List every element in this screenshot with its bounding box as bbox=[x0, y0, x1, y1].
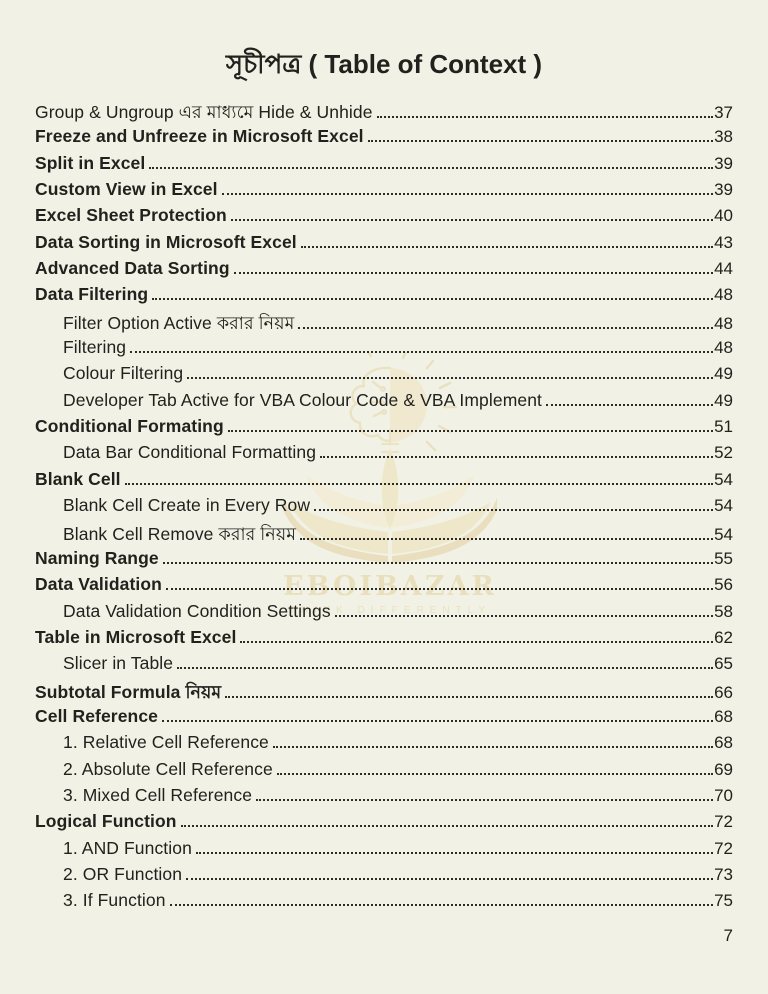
toc-entry-page: 39 bbox=[714, 153, 733, 173]
toc-entry-page: 51 bbox=[714, 417, 733, 437]
toc-entry-page: 69 bbox=[714, 759, 733, 779]
toc-entry bbox=[35, 442, 733, 468]
toc-entry-label: Data Sorting in Microsoft Excel bbox=[35, 231, 297, 252]
toc-entry bbox=[35, 232, 733, 258]
toc-entry-label: Blank Cell Create in Every Row bbox=[63, 495, 311, 516]
page-title: সূচীপত্র ( Table of Context ) bbox=[225, 49, 543, 79]
toc-entry bbox=[35, 653, 733, 679]
toc-entry-label: Custom View in Excel bbox=[35, 179, 218, 200]
toc-leader-dots bbox=[177, 667, 713, 669]
toc-entry-label: Colour Filtering bbox=[63, 363, 184, 384]
toc-entry-label: Developer Tab Active for VBA Colour Code & VBA Implement bbox=[63, 389, 542, 410]
toc-entry-label: Logical Function bbox=[35, 811, 177, 832]
toc-entry-page: 58 bbox=[714, 601, 733, 621]
toc-entry-page: 73 bbox=[714, 864, 733, 884]
toc-entry-page: 68 bbox=[714, 706, 733, 726]
toc-leader-dots bbox=[300, 538, 713, 540]
toc-leader-dots bbox=[546, 404, 713, 406]
toc-leader-dots bbox=[320, 456, 713, 458]
toc-entry-page: 43 bbox=[714, 232, 733, 252]
toc-leader-dots bbox=[225, 696, 713, 698]
toc-entry bbox=[35, 416, 733, 442]
toc-leader-dots bbox=[196, 852, 713, 854]
toc-leader-dots bbox=[240, 641, 713, 643]
toc-entry bbox=[35, 732, 733, 758]
toc-leader-dots bbox=[166, 588, 713, 590]
toc-leader-dots bbox=[273, 746, 713, 748]
watermark-brand: EBOIBAZAR bbox=[283, 571, 497, 602]
toc-leader-dots bbox=[125, 483, 713, 485]
toc-entry-label: 2. Absolute Cell Reference bbox=[63, 758, 273, 779]
toc-entry bbox=[35, 469, 733, 495]
toc-leader-dots bbox=[152, 298, 713, 300]
toc-entry-page: 52 bbox=[714, 443, 733, 463]
toc-leader-dots bbox=[335, 615, 713, 617]
toc-entry-page: 70 bbox=[714, 785, 733, 805]
toc-entry bbox=[35, 680, 733, 706]
toc-leader-dots bbox=[170, 904, 714, 906]
toc-entry bbox=[35, 311, 733, 337]
toc-entry bbox=[35, 153, 733, 179]
toc-entry-page: 44 bbox=[714, 259, 733, 279]
toc-entry bbox=[35, 811, 733, 837]
toc-entry-page: 72 bbox=[714, 838, 733, 858]
toc-leader-dots bbox=[186, 878, 713, 880]
toc-leader-dots bbox=[228, 430, 713, 432]
toc-leader-dots bbox=[277, 773, 713, 775]
toc-leader-dots bbox=[234, 272, 713, 274]
toc-entry-label: Data Filtering bbox=[35, 284, 149, 305]
toc-entry-label: 3. If Function bbox=[63, 890, 166, 911]
toc-leader-dots bbox=[163, 562, 713, 564]
toc-entry-label: Blank Cell bbox=[35, 468, 121, 489]
toc-entry-label: Excel Sheet Protection bbox=[35, 205, 227, 226]
toc-leader-dots bbox=[222, 193, 714, 195]
page-number: 7 bbox=[723, 926, 733, 945]
toc-entry bbox=[35, 890, 733, 916]
toc-entry-page: 49 bbox=[714, 364, 733, 384]
toc-entry-label: Filtering bbox=[63, 337, 127, 358]
toc-entry bbox=[35, 522, 733, 548]
toc-entry-label: Data Validation Condition Settings bbox=[63, 600, 331, 621]
toc-entry bbox=[35, 574, 733, 600]
toc-entry-page: 48 bbox=[714, 338, 733, 358]
toc-entry bbox=[35, 390, 733, 416]
toc-leader-dots bbox=[368, 140, 713, 142]
toc-entry-page: 65 bbox=[714, 654, 733, 674]
toc-entry bbox=[35, 838, 733, 864]
toc-entry bbox=[35, 627, 733, 653]
toc-list bbox=[35, 100, 733, 917]
watermark-tagline: THINK DIFFERENTLY bbox=[288, 605, 492, 616]
toc-entry-page: 37 bbox=[714, 103, 733, 122]
toc-entry-label: Filter Option Active করার নিয়ম bbox=[63, 312, 295, 333]
toc-entry bbox=[35, 495, 733, 521]
toc-entry-page: 39 bbox=[714, 180, 733, 200]
toc-entry-label: Data Validation bbox=[35, 574, 162, 595]
toc-entry-label: Slicer in Table bbox=[63, 653, 174, 674]
toc-entry bbox=[35, 363, 733, 389]
toc-entry bbox=[35, 785, 733, 811]
toc-entry-label: 3. Mixed Cell Reference bbox=[63, 784, 253, 805]
toc-entry-label: Advanced Data Sorting bbox=[35, 258, 230, 279]
toc-leader-dots bbox=[187, 377, 713, 379]
toc-entry-label: Freeze and Unfreeze in Microsoft Excel bbox=[35, 126, 364, 147]
toc-entry-label: Blank Cell Remove করার নিয়ম bbox=[63, 523, 297, 544]
toc-entry-label: Data Bar Conditional Formatting bbox=[63, 442, 317, 463]
toc-leader-dots bbox=[162, 720, 713, 722]
toc-entry-page: 40 bbox=[714, 206, 733, 226]
toc-entry-label: Naming Range bbox=[35, 547, 159, 568]
toc-leader-dots bbox=[181, 825, 713, 827]
toc-entry bbox=[35, 864, 733, 890]
toc-entry bbox=[35, 205, 733, 231]
toc-entry bbox=[35, 126, 733, 152]
toc-entry-page: 55 bbox=[714, 548, 733, 568]
toc-entry-page: 75 bbox=[714, 891, 733, 911]
toc-entry bbox=[35, 601, 733, 627]
toc-entry-label: Conditional Formating bbox=[35, 416, 224, 437]
toc-entry-page: 62 bbox=[714, 627, 733, 647]
toc-entry-label: Subtotal Formula নিয়ম bbox=[35, 681, 222, 702]
toc-entry bbox=[35, 706, 733, 732]
toc-entry-page: 54 bbox=[714, 524, 733, 544]
toc-leader-dots bbox=[314, 509, 713, 511]
toc-entry-page: 38 bbox=[714, 127, 733, 147]
toc-entry bbox=[35, 337, 733, 363]
toc-leader-dots bbox=[149, 167, 713, 169]
toc-leader-dots bbox=[256, 799, 713, 801]
toc-entry-page: 54 bbox=[714, 469, 733, 489]
toc-entry-page: 54 bbox=[714, 496, 733, 516]
toc-leader-dots bbox=[231, 219, 713, 221]
toc-entry-label: 2. OR Function bbox=[63, 863, 183, 884]
toc-entry-label: 1. AND Function bbox=[63, 837, 192, 858]
toc-entry-page: 56 bbox=[714, 575, 733, 595]
toc-entry bbox=[35, 258, 733, 284]
toc-entry-page: 48 bbox=[714, 313, 733, 333]
toc-entry-label: Split in Excel bbox=[35, 152, 146, 173]
toc-entry-page: 49 bbox=[714, 390, 733, 410]
toc-entry bbox=[35, 100, 733, 126]
toc-entry-page: 48 bbox=[714, 285, 733, 305]
toc-leader-dots bbox=[298, 327, 713, 329]
toc-leader-dots bbox=[377, 116, 714, 118]
toc-entry bbox=[35, 179, 733, 205]
toc-entry-page: 66 bbox=[714, 682, 733, 702]
toc-entry-label: Table in Microsoft Excel bbox=[35, 626, 237, 647]
toc-leader-dots bbox=[130, 351, 713, 353]
toc-entry-page: 72 bbox=[714, 812, 733, 832]
toc-entry-page: 68 bbox=[714, 733, 733, 753]
toc-entry-label: 1. Relative Cell Reference bbox=[63, 732, 269, 753]
toc-entry bbox=[35, 759, 733, 785]
toc-entry bbox=[35, 284, 733, 310]
toc-entry-label: Cell Reference bbox=[35, 705, 158, 726]
toc-entry bbox=[35, 548, 733, 574]
toc-entry-label: Group & Ungroup এর মাধ্যমে Hide & Unhide bbox=[35, 102, 373, 122]
toc-leader-dots bbox=[301, 246, 713, 248]
